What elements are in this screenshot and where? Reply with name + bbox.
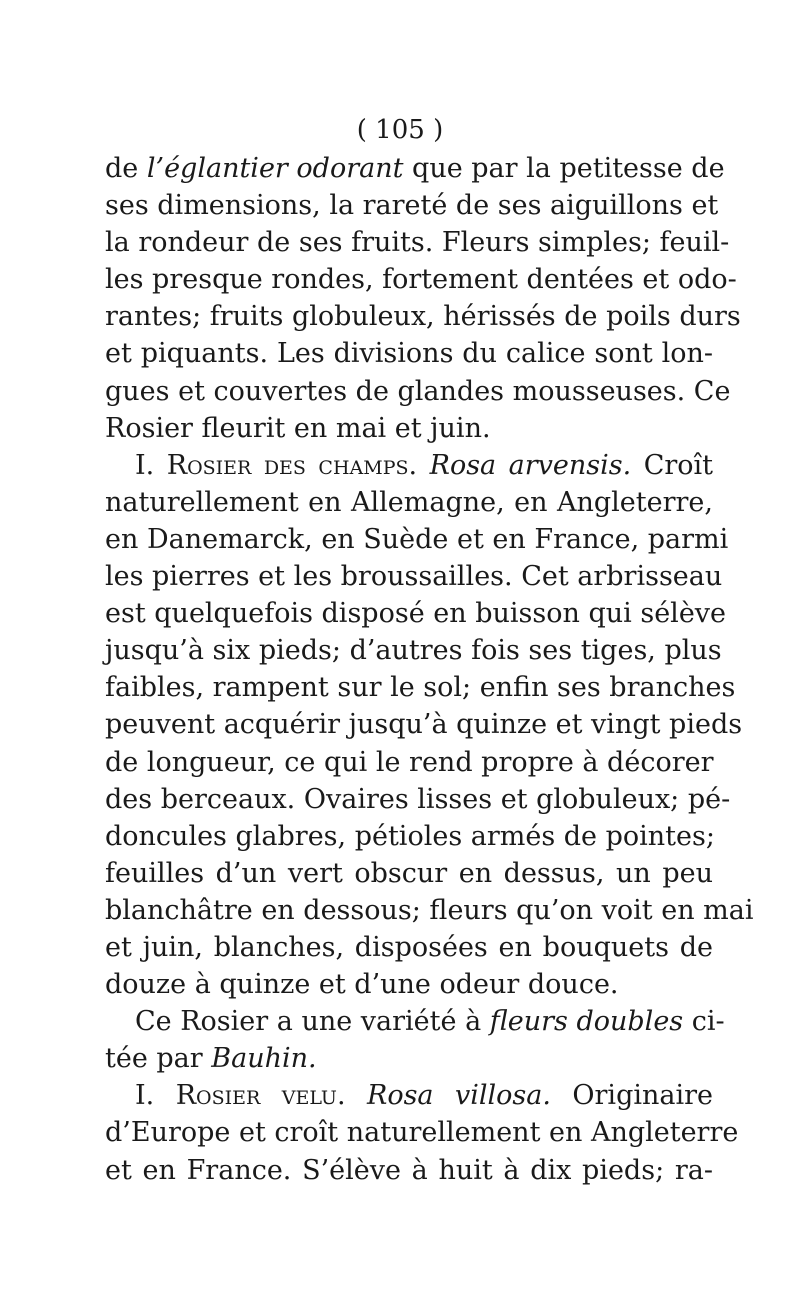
italic-text: fleurs doubles xyxy=(489,1006,684,1038)
text-line xyxy=(105,373,731,410)
small-caps-text: Rosier velu. xyxy=(175,1080,346,1112)
text-line xyxy=(105,410,713,447)
text-line xyxy=(105,1114,739,1151)
text-line xyxy=(105,744,713,781)
text-line xyxy=(105,781,731,818)
text-segment: Originaire xyxy=(550,1080,713,1112)
text-segment: en Danemarck, en Suède et en France, parmi xyxy=(105,523,729,555)
text-segment: Croît xyxy=(631,449,713,481)
text-segment: naturellement en Allemagne, en Angleterre, xyxy=(105,486,713,518)
text-segment: d’Europe et croît naturellement en Angleterre xyxy=(105,1117,739,1149)
text-line xyxy=(105,929,713,966)
text-line xyxy=(105,966,713,1003)
text-line xyxy=(105,1152,713,1189)
text-segment: que par la petitesse de xyxy=(403,153,725,184)
text-line xyxy=(105,632,722,669)
text-segment: faibles, rampent sur le sol; enfin ses branches xyxy=(105,672,736,704)
text-line xyxy=(105,335,713,372)
small-caps-text: Rosier des champs. xyxy=(166,449,418,481)
text-segment: blanchâtre en dessous; fleurs qu’on voit en mai xyxy=(105,894,754,926)
text-segment: tée par xyxy=(105,1043,212,1075)
text-segment: est quelquefois disposé en buisson qui sélève xyxy=(105,598,727,630)
italic-text: Bauhin. xyxy=(211,1043,317,1075)
text-line xyxy=(105,1040,713,1077)
text-segment: de xyxy=(105,153,147,184)
text-line xyxy=(105,818,713,855)
text-line xyxy=(105,521,729,558)
text-segment: et juin, blanches, disposées en bouquets de xyxy=(105,931,713,963)
text-segment: douze à quinze et d’une odeur douce. xyxy=(105,969,619,1001)
text-segment: jusqu’à six pieds; d’autres fois ses tiges, plus xyxy=(105,635,722,667)
italic-text: Rosa arvensis. xyxy=(429,449,632,481)
text-segment: I. xyxy=(135,449,167,481)
body-text xyxy=(105,150,754,1189)
text-line xyxy=(105,855,713,892)
italic-text: l’églantier odorant xyxy=(146,153,404,184)
text-line xyxy=(105,1077,713,1114)
text-segment: la rondeur de ses fruits. Fleurs simples; feuil- xyxy=(105,227,730,259)
text-segment: les pierres et les broussailles. Cet arbrisseau xyxy=(105,561,723,593)
page-number: ( 105 ) xyxy=(356,115,444,145)
text-segment: peuvent acquérir jusqu’à quinze et vingt pieds xyxy=(105,709,743,741)
text-segment: et piquants. Les divisions du calice sont lon- xyxy=(105,338,713,370)
text-segment xyxy=(346,1080,367,1111)
text-segment xyxy=(417,450,430,481)
text-line xyxy=(105,447,713,484)
text-line xyxy=(105,892,754,929)
text-segment: de longueur, ce qui le rend propre à décorer xyxy=(105,746,714,778)
text-segment: des berceaux. Ovaires lisses et globuleux; pé- xyxy=(105,783,731,815)
text-line xyxy=(105,298,741,335)
italic-text: Rosa villosa. xyxy=(366,1080,551,1112)
text-segment: ses dimensions, la rareté de ses aiguillons et xyxy=(105,190,719,222)
text-segment: gues et couvertes de glandes mousseuses. Ce xyxy=(105,375,731,407)
text-segment: et en France. S’élève à huit à dix pieds; ra- xyxy=(105,1154,713,1186)
text-line xyxy=(105,669,736,706)
text-segment: ci- xyxy=(683,1006,725,1038)
text-line xyxy=(105,558,723,595)
text-line xyxy=(105,1003,725,1040)
text-segment: doncules glabres, pétioles armés de pointes; xyxy=(105,820,715,852)
text-segment: rantes; fruits globuleux, hérissés de poils durs xyxy=(105,301,741,333)
text-line xyxy=(105,261,737,298)
text-line xyxy=(105,187,719,224)
text-line xyxy=(105,595,727,632)
text-segment: feuilles d’un vert obscur en dessus, un peu xyxy=(105,857,713,889)
text-segment: Ce Rosier a une variété à xyxy=(135,1006,490,1038)
text-segment: Rosier fleurit en mai et juin. xyxy=(105,412,491,444)
text-segment: I. xyxy=(135,1080,176,1112)
text-line xyxy=(105,706,743,743)
text-line xyxy=(105,224,730,261)
text-segment: les presque rondes, fortement dentées et odo- xyxy=(105,264,737,296)
text-line xyxy=(105,150,725,187)
text-line xyxy=(105,484,713,521)
